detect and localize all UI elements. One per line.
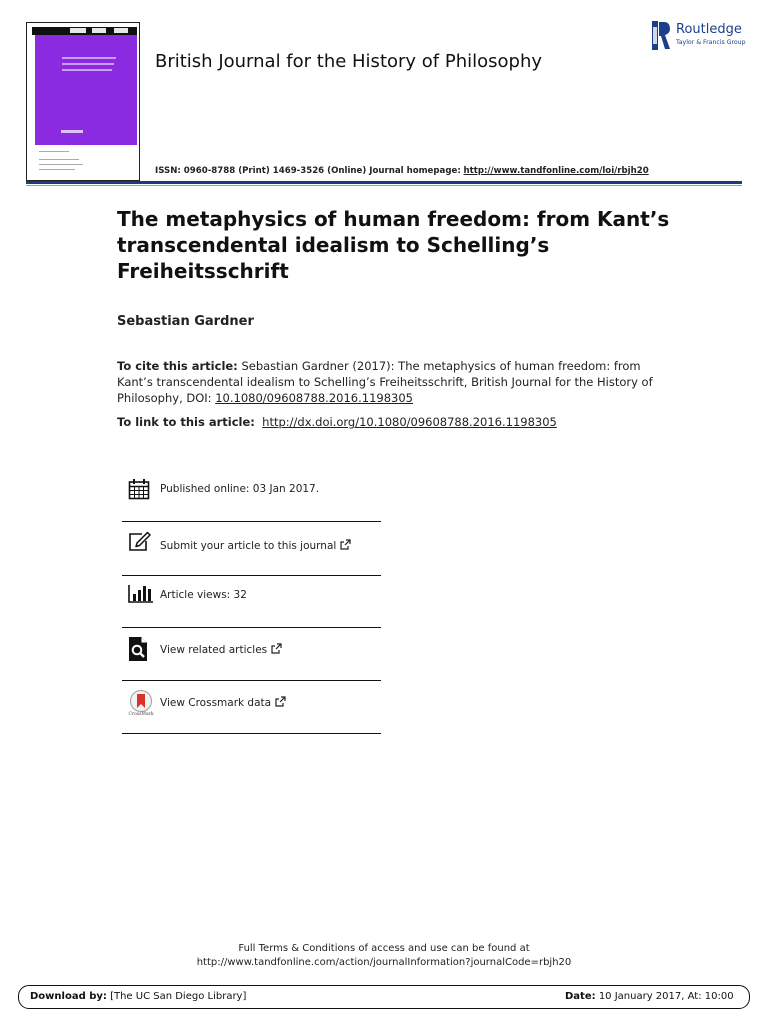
article-link-line <box>117 415 557 429</box>
submit-article-link[interactable]: Submit your article to this journal <box>160 540 337 552</box>
article-link[interactable]: http://dx.doi.org/10.1080/09608788.2016.1198305 <box>262 415 557 429</box>
terms-url[interactable]: http://www.tandfonline.com/action/journalInformation?journalCode=rbjh20 <box>196 957 572 968</box>
article-author: Sebastian Gardner <box>117 314 254 329</box>
journal-cover-thumbnail <box>26 22 140 181</box>
issn-line <box>155 166 649 176</box>
edit-icon[interactable] <box>128 530 152 552</box>
link-divider <box>122 627 381 628</box>
calendar-icon <box>128 478 150 500</box>
external-link-icon <box>275 696 286 707</box>
publisher-subtitle: Taylor & Francis Group <box>676 39 746 46</box>
link-divider <box>122 733 381 734</box>
citation-label: To cite this article: <box>117 359 238 373</box>
download-label: Download by: <box>30 991 107 1002</box>
download-value: [The UC San Diego Library] <box>110 991 247 1002</box>
link-divider <box>122 680 381 681</box>
download-info <box>30 991 246 1002</box>
cover-image <box>35 35 137 145</box>
date-label: Date: <box>565 991 596 1002</box>
related-articles-link[interactable]: View related articles <box>160 644 268 656</box>
cover-top-bar <box>32 27 137 35</box>
bar-chart-icon <box>128 584 154 604</box>
terms-heading: Full Terms & Conditions of access and use can be found at <box>238 943 530 954</box>
routledge-logo-icon[interactable] <box>652 21 671 50</box>
link-label: To link to this article: <box>117 415 255 429</box>
link-divider <box>122 575 381 576</box>
crossmark-caption: CrossMark <box>128 712 154 717</box>
date-info <box>565 991 734 1002</box>
journal-homepage-link[interactable]: http://www.tandfonline.com/loi/rbjh20 <box>463 166 649 176</box>
published-online-text: Published online: 03 Jan 2017. <box>160 483 320 495</box>
doi-link[interactable]: 10.1080/09608788.2016.1198305 <box>215 391 413 405</box>
date-value: 10 January 2017, At: 10:00 <box>598 991 734 1002</box>
crossmark-icon <box>128 689 154 713</box>
citation-text: Sebastian Gardner (2017): The metaphysics of human freedom: from Kant’s transcendental idealism to Schelling’s Freiheitsschrift, British Journal for the History of Philosophy, DOI: <box>117 359 653 405</box>
link-divider <box>122 521 381 522</box>
crossmark-row[interactable] <box>160 696 286 709</box>
related-articles-row[interactable] <box>160 643 282 656</box>
article-title: The metaphysics of human freedom: from Kant’s transcendental idealism to Schelling’s Freiheitsschrift <box>117 207 670 283</box>
journal-title[interactable]: British Journal for the History of Philosophy <box>155 51 543 72</box>
header-divider <box>26 181 742 184</box>
issn-text: ISSN: 0960-8788 (Print) 1469-3526 (Online) Journal homepage: <box>155 166 461 176</box>
external-link-icon <box>340 539 351 550</box>
crossmark-badge[interactable] <box>128 689 154 719</box>
publisher-name: Routledge <box>676 22 742 37</box>
submit-article-row[interactable] <box>160 539 351 552</box>
article-views-text: Article views: 32 <box>160 589 247 601</box>
crossmark-link[interactable]: View Crossmark data <box>160 697 272 709</box>
header-divider-thin <box>26 185 742 186</box>
document-search-icon[interactable] <box>128 636 148 662</box>
external-link-icon <box>271 643 282 654</box>
citation-block <box>117 358 657 406</box>
